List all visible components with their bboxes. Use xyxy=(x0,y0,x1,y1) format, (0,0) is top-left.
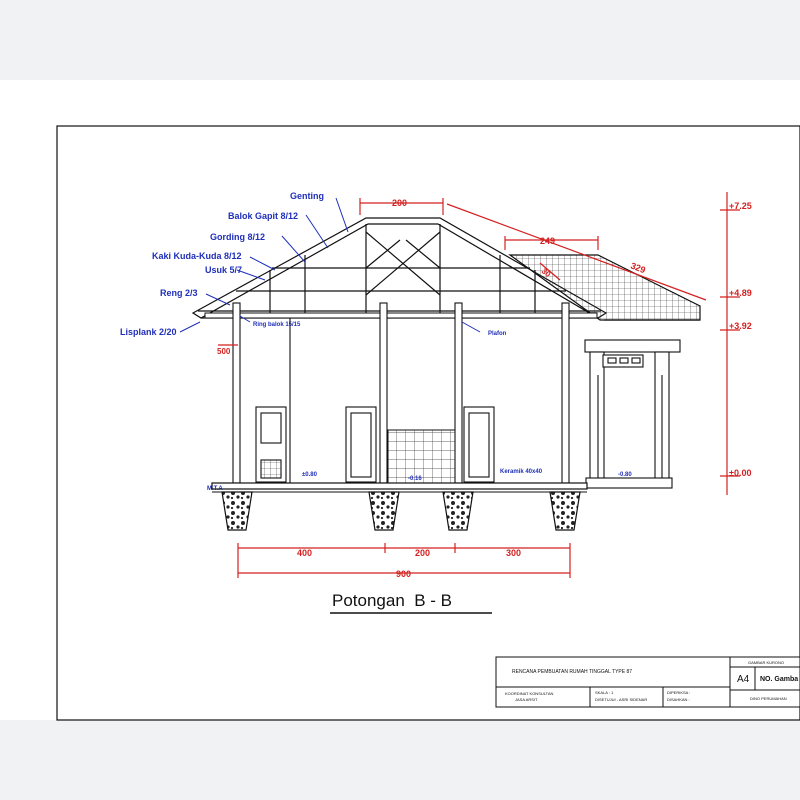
elev-725: +7.25 xyxy=(729,201,752,211)
porch xyxy=(585,340,680,488)
dim-300: 300 xyxy=(506,548,522,558)
label-reng: Reng 2/3 xyxy=(160,288,198,298)
tb-skala: SKALA : 1 xyxy=(595,690,614,695)
dim-900: 900 xyxy=(396,569,412,579)
elev-000: ±0.00 xyxy=(729,468,752,478)
tb-cell-left2: JASA ARSIT xyxy=(515,697,538,702)
tb-cell-right: DINO PERUMAHAN xyxy=(750,696,787,701)
section-title: Potongan B - B xyxy=(332,591,453,610)
ring-beam xyxy=(205,313,597,318)
label-genting: Genting xyxy=(290,191,324,201)
tb-header-right: GAMBAR KURONO xyxy=(748,660,785,665)
label-keramik: Keramik 40x40 xyxy=(500,469,543,475)
label-kaki-kuda: Kaki Kuda-Kuda 8/12 xyxy=(152,251,242,261)
label-lisplank: Lisplank 2/20 xyxy=(120,327,177,337)
tb-skala2: DISETUJUI - ASRI SIDENAR xyxy=(595,697,648,702)
label-ring-balok: Ring balok 15/15 xyxy=(253,322,301,328)
tb-project: RENCANA PEMBUATAN RUMAH TINGGAL TYPE 87 xyxy=(512,669,633,675)
dim-500: 500 xyxy=(217,347,231,356)
dim-329: 329 xyxy=(629,260,647,276)
elev-floor2: -0.16 xyxy=(408,476,422,482)
label-mta: M.T.A xyxy=(207,486,223,492)
elev-489: +4.89 xyxy=(729,288,752,298)
tb-disahkan: DISAHKAN : xyxy=(667,697,690,702)
tb-drawing-no: NO. Gamba xyxy=(760,676,799,683)
dim-200-top: 200 xyxy=(392,198,408,208)
label-balok-gapit: Balok Gapit 8/12 xyxy=(228,211,299,221)
floor-slab xyxy=(212,483,587,489)
dim-30: 30 xyxy=(539,266,553,280)
tb-cell-left: KOORDINAT KONSULTAN xyxy=(505,691,554,696)
elev-floor1: ±0.80 xyxy=(302,472,317,478)
tb-diperiksa: DIPERIKSA : xyxy=(667,690,691,695)
label-plafon: Plafon xyxy=(488,331,507,337)
elev-floor3: -0.80 xyxy=(618,472,632,478)
label-gording: Gording 8/12 xyxy=(210,232,266,242)
dim-249: 249 xyxy=(540,236,556,246)
dim-200-bottom: 200 xyxy=(415,548,431,558)
label-usuk: Usuk 5/7 xyxy=(205,265,243,275)
drawing-frame xyxy=(57,126,800,720)
elev-392: +3.92 xyxy=(729,321,752,331)
dim-400: 400 xyxy=(297,548,313,558)
tb-paper-size: A4 xyxy=(737,674,750,685)
foundations xyxy=(222,492,580,530)
